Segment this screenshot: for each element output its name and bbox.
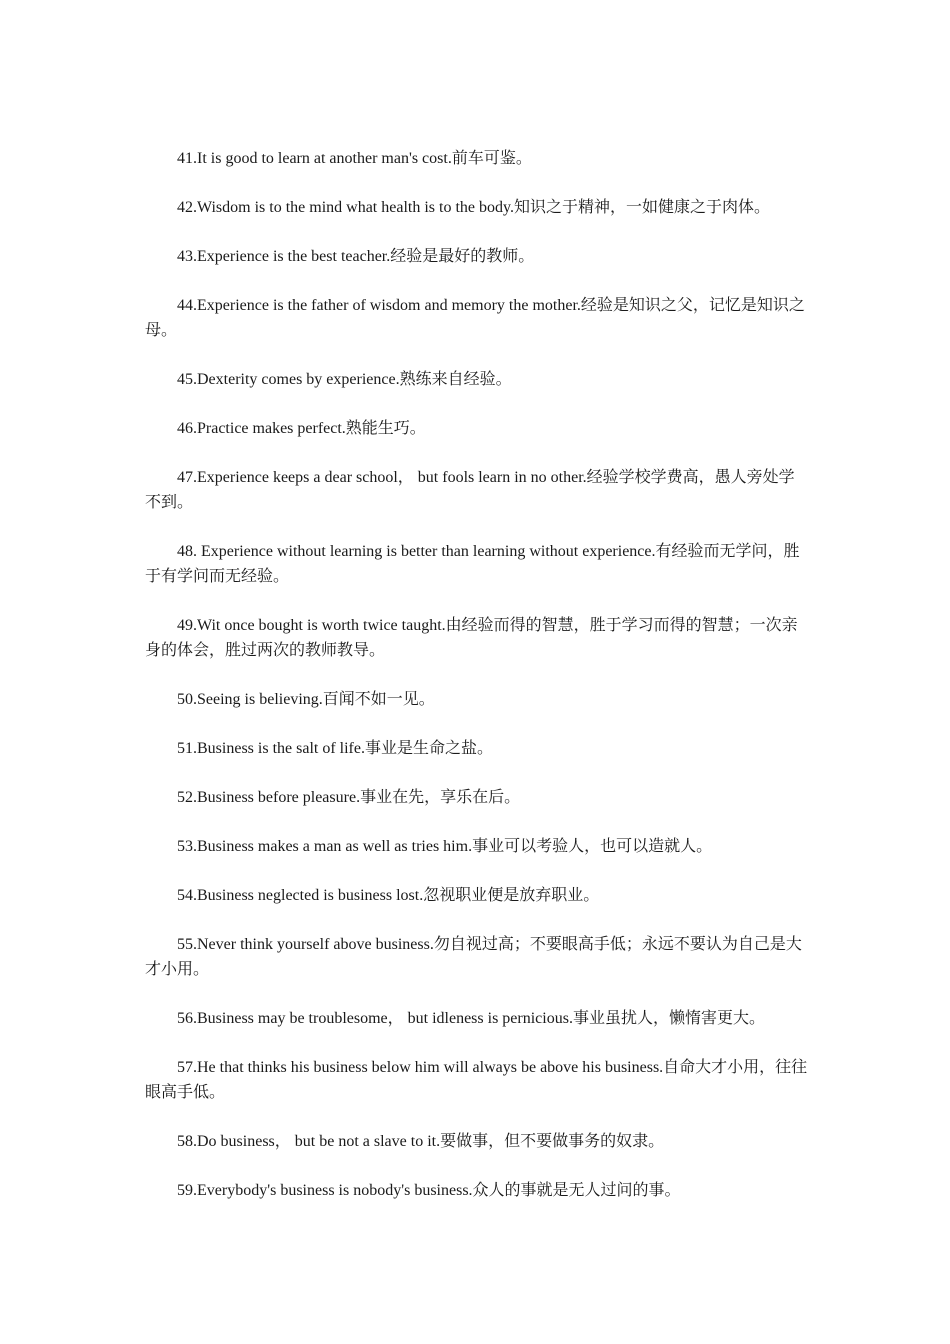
- proverb-57: 57.He that thinks his business below him will always be above his business.自命大才小用，往往眼高手低。: [145, 1059, 808, 1101]
- proverb-55: 55.Never think yourself above business.勿自视过高；不要眼高手低；永远不要认为自己是大才小用。: [145, 936, 802, 978]
- proverb-45: 45.Dexterity comes by experience.熟练来自经验。: [177, 371, 512, 388]
- proverb-42: 42.Wisdom is to the mind what health is to the body.知识之于精神，一如健康之于肉体。: [177, 199, 770, 216]
- proverb-58: 58.Do business， but be not a slave to it.要做事，但不要做事务的奴隶。: [177, 1133, 665, 1150]
- proverb-54: 54.Business neglected is business lost.忽视职业便是放弃职业。: [177, 887, 600, 904]
- proverb-44: 44.Experience is the father of wisdom and memory the mother.经验是知识之父，记忆是知识之母。: [145, 297, 805, 339]
- proverb-51: 51.Business is the salt of life.事业是生命之盐。: [177, 740, 493, 757]
- proverb-56: 56.Business may be troublesome， but idleness is pernicious.事业虽扰人，懒惰害更大。: [177, 1010, 765, 1027]
- proverb-49: 49.Wit once bought is worth twice taught.由经验而得的智慧，胜于学习而得的智慧；一次亲身的体会，胜过两次的教师教导。: [145, 617, 798, 659]
- proverb-48: 48. Experience without learning is better than learning without experience.有经验而无学问，胜于有学问而无经验。: [145, 543, 800, 585]
- document-page: [145, 146, 809, 1227]
- proverb-59: 59.Everybody's business is nobody's business.众人的事就是无人过问的事。: [177, 1182, 681, 1199]
- proverb-47: 47.Experience keeps a dear school， but fools learn in no other.经验学校学费高，愚人旁处学不到。: [145, 469, 795, 511]
- proverb-52: 52.Business before pleasure.事业在先，享乐在后。: [177, 789, 521, 806]
- proverb-53: 53.Business makes a man as well as tries him.事业可以考验人，也可以造就人。: [177, 838, 713, 855]
- proverb-50: 50.Seeing is believing.百闻不如一见。: [177, 691, 435, 708]
- proverb-46: 46.Practice makes perfect.熟能生巧。: [177, 420, 426, 437]
- proverb-41: 41.It is good to learn at another man's cost.前车可鉴。: [177, 150, 532, 167]
- proverb-43: 43.Experience is the best teacher.经验是最好的教师。: [177, 248, 535, 265]
